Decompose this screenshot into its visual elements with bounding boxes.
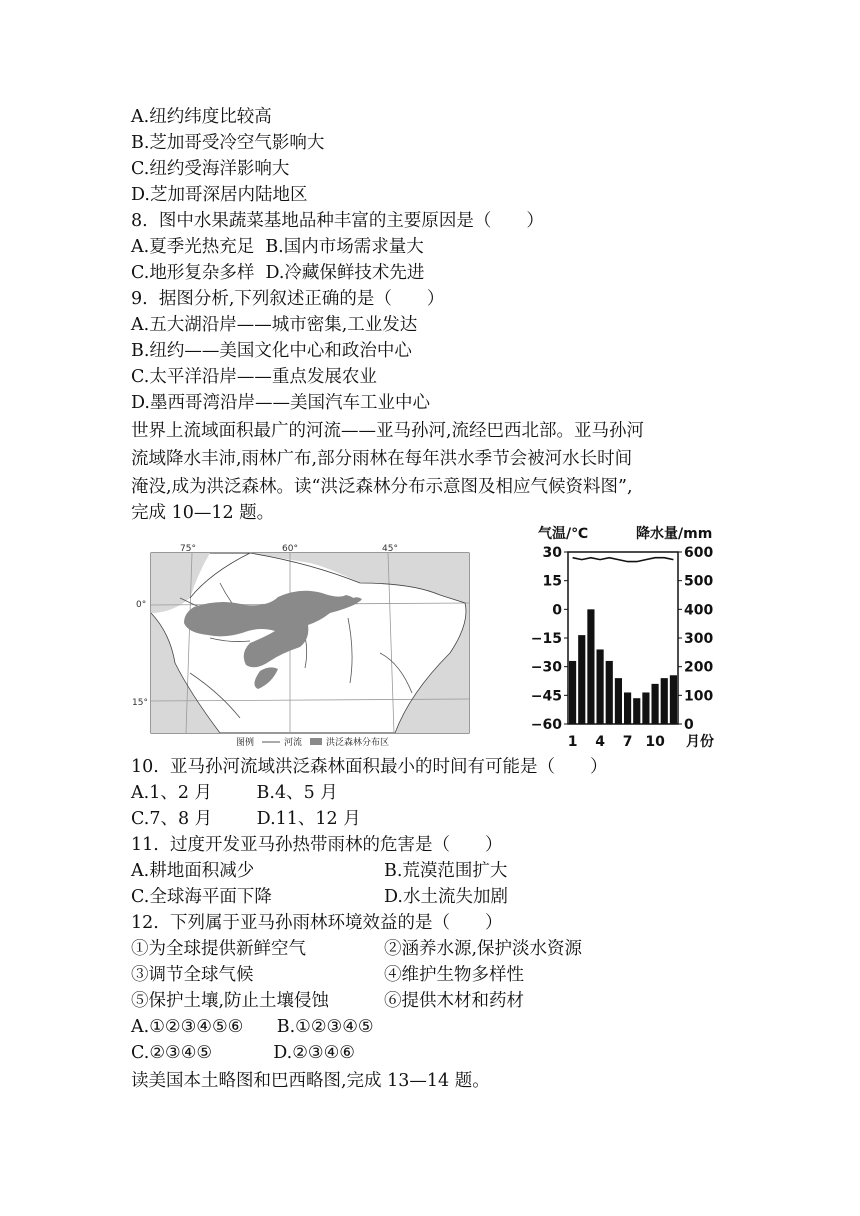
climate-chart xyxy=(530,522,730,752)
intro-paragraph-line-1: 世界上流域面积最广的河流——亚马孙河,流经巴西北部。亚马孙河 xyxy=(131,421,645,441)
y-left-tick-label: 15 xyxy=(542,573,562,590)
q7-option-d: D.芝加哥深居内陆地区 xyxy=(131,185,308,205)
q12-item-3: ③调节全球气候 xyxy=(131,965,254,985)
y-right-tick-label: 100 xyxy=(684,688,714,705)
x-tick-label: 7 xyxy=(622,734,633,750)
precipitation-bar xyxy=(597,649,604,724)
precipitation-bar xyxy=(661,678,668,724)
temperature-line xyxy=(573,558,674,562)
y-right-tick-label: 400 xyxy=(684,602,714,619)
lon-label-45: 45° xyxy=(382,544,398,554)
y-left-tick-label: −30 xyxy=(530,659,562,676)
q9-stem: 9. 据图分析,下列叙述正确的是（ ） xyxy=(131,289,445,309)
y-right-tick-label: 600 xyxy=(684,545,714,561)
precipitation-bar xyxy=(642,692,649,724)
intro-paragraph-line-2: 流域降水丰沛,雨林广布,部分雨林在每年洪水季节会被河水长时间 xyxy=(131,449,633,469)
precipitation-bar xyxy=(578,635,585,724)
q11-stem: 11. 过度开发亚马孙热带雨林的危害是（ ） xyxy=(131,835,503,855)
intro-paragraph-line-4: 完成 10—12 题。 xyxy=(131,503,275,523)
y-right-label: 降水量/mm xyxy=(636,526,713,542)
x-axis-label: 月份 xyxy=(686,734,714,750)
q10-stem: 10. 亚马孙河流域洪泛森林面积最小的时间有可能是（ ） xyxy=(131,757,608,777)
q8-stem: 8. 图中水果蔬菜基地品种丰富的主要原因是（ ） xyxy=(131,211,544,231)
y-left-tick-label: −45 xyxy=(530,688,562,705)
legend-forest-swatch xyxy=(310,738,322,745)
y-left-tick-label: −60 xyxy=(530,717,562,733)
y-left-tick-label: 30 xyxy=(542,545,562,561)
q7-option-a: A.纽约纬度比较高 xyxy=(131,107,272,127)
lat-label-15: 15° xyxy=(132,698,148,708)
precipitation-bar xyxy=(587,609,594,724)
y-right-tick-label: 500 xyxy=(684,573,714,590)
flooded-forest-map xyxy=(132,543,472,748)
y-right-tick-label: 0 xyxy=(684,717,694,733)
q9-option-a: A.五大湖沿岸——城市密集,工业发达 xyxy=(131,315,418,335)
q9-option-c: C.太平洋沿岸——重点发展农业 xyxy=(131,367,377,387)
lon-label-60: 60° xyxy=(282,544,298,554)
q12-item-4: ④维护生物多样性 xyxy=(384,965,524,985)
q13-14-intro: 读美国本土略图和巴西略图,完成 13—14 题。 xyxy=(131,1071,490,1091)
q12-options-cd: C.②③④⑤ D.②③④⑥ xyxy=(131,1043,355,1063)
q12-item-1: ①为全球提供新鲜空气 xyxy=(131,939,306,959)
intro-paragraph-line-3: 淹没,成为洪泛森林。读“洪泛森林分布示意图及相应气候资料图”, xyxy=(131,477,633,497)
y-left-label: 气温/℃ xyxy=(538,526,589,542)
y-left-tick-label: 0 xyxy=(552,602,562,619)
y-right-tick-label: 200 xyxy=(684,659,714,676)
map-svg xyxy=(132,543,472,748)
x-tick-label: 4 xyxy=(595,734,605,750)
lat-label-0: 0° xyxy=(136,600,147,610)
q11-option-a: A.耕地面积减少 xyxy=(131,861,255,881)
q10-options-ab: A.1、2 月 B.4、5 月 xyxy=(131,783,338,803)
precipitation-bar xyxy=(606,661,613,724)
y-right-tick-label: 300 xyxy=(684,631,714,647)
precipitation-bar xyxy=(615,678,622,724)
legend-title: 图例 xyxy=(236,738,255,748)
q12-item-5: ⑤保护土壤,防止土壤侵蚀 xyxy=(131,991,330,1011)
q12-options-ab: A.①②③④⑤⑥ B.①②③④⑤ xyxy=(131,1017,374,1037)
climate-chart-svg xyxy=(530,522,730,752)
y-left-tick-label: −15 xyxy=(530,631,562,647)
precipitation-bar xyxy=(670,675,677,724)
q10-options-cd: C.7、8 月 D.11、12 月 xyxy=(131,809,361,829)
q7-option-c: C.纽约受海洋影响大 xyxy=(131,159,290,179)
precipitation-bar xyxy=(569,661,576,724)
q11-option-b: B.荒漠范围扩大 xyxy=(384,861,508,881)
q8-options-ab: A.夏季光热充足 B.国内市场需求量大 xyxy=(131,237,424,257)
q12-item-6: ⑥提供木材和药材 xyxy=(384,991,524,1011)
lon-label-75: 75° xyxy=(180,544,196,554)
q8-options-cd: C.地形复杂多样 D.冷藏保鲜技术先进 xyxy=(131,263,425,283)
q7-option-b: B.芝加哥受冷空气影响大 xyxy=(131,133,325,153)
precipitation-bar xyxy=(652,684,659,724)
x-tick-label: 1 xyxy=(567,734,578,750)
q9-option-b: B.纽约——美国文化中心和政治中心 xyxy=(131,341,412,361)
legend-river-label: 河流 xyxy=(284,738,303,748)
q9-option-d: D.墨西哥湾沿岸——美国汽车工业中心 xyxy=(131,393,430,413)
q11-option-c: C.全球海平面下降 xyxy=(131,887,272,907)
q11-option-d: D.水土流失加剧 xyxy=(384,887,508,907)
legend-forest-label: 洪泛森林分布区 xyxy=(326,738,390,748)
q12-stem: 12. 下列属于亚马孙雨林环境效益的是（ ） xyxy=(131,913,503,933)
precipitation-bar xyxy=(633,698,640,724)
precipitation-bar xyxy=(624,692,631,724)
q12-item-2: ②涵养水源,保护淡水资源 xyxy=(384,939,583,959)
x-tick-label: 10 xyxy=(645,734,665,750)
